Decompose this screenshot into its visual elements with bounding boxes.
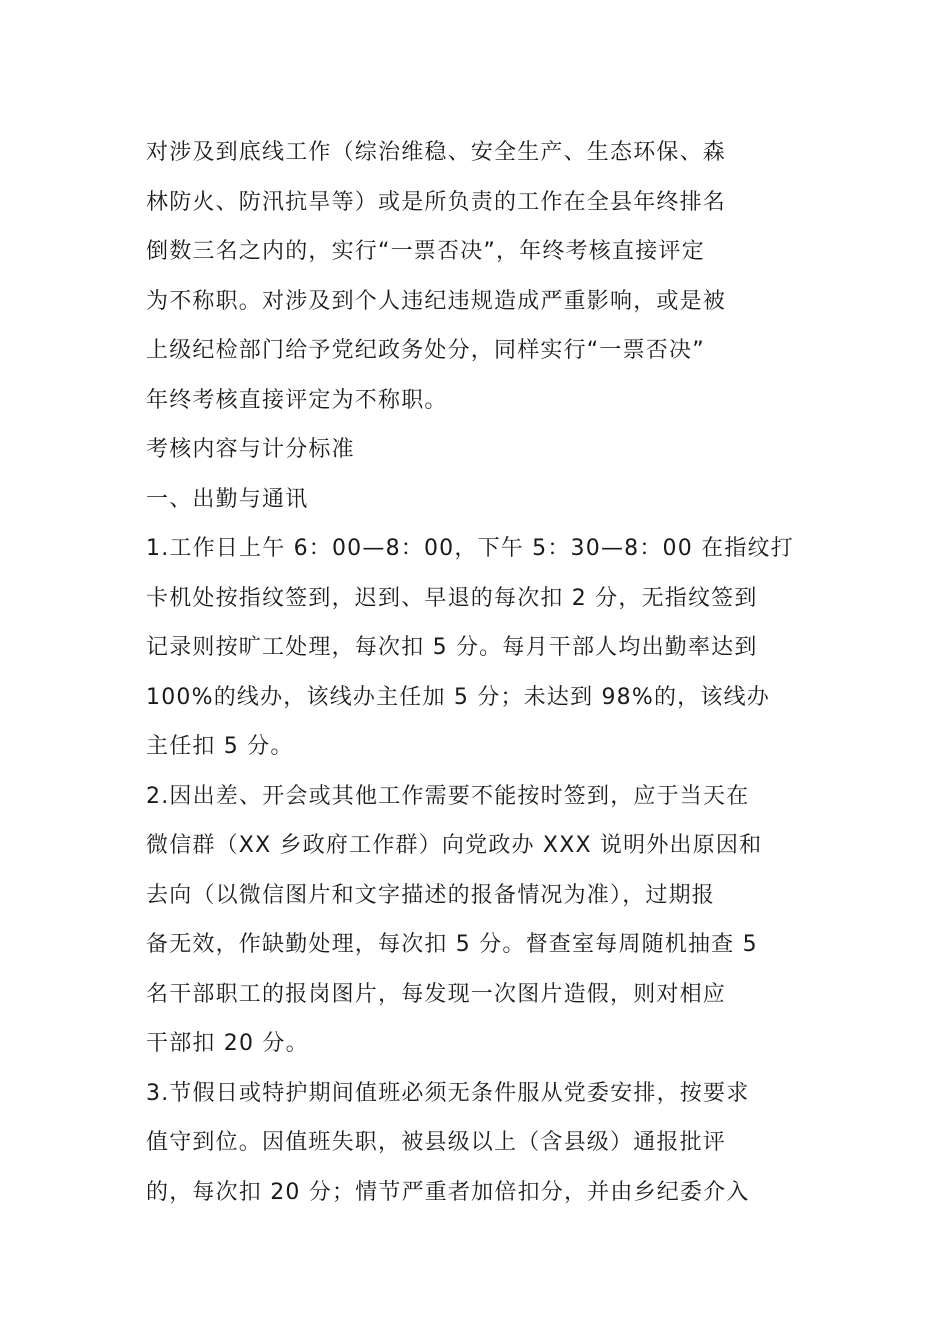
paragraph-line: 上级纪检部门给予党纪政务处分，同样实行“一票否决” (146, 338, 705, 363)
paragraph-line: 名干部职工的报岗图片，每发现一次图片造假，则对相应 (146, 981, 727, 1007)
paragraph-line: 的，每次扣 20 分；情节严重者加倍扣分，并由乡纪委介入 (146, 1179, 750, 1205)
paragraph-line: 2.因出差、开会或其他工作需要不能按时签到，应于当天在 (146, 783, 750, 809)
section-heading: 考核内容与计分标准 (146, 437, 355, 462)
paragraph-line: 干部扣 20 分。 (146, 1031, 309, 1056)
paragraph-line: 3.节假日或特护期间值班必须无条件服从党委安排，按要求 (146, 1080, 750, 1106)
paragraph-line: 林防火、防汛抗旱等）或是所负责的工作在全县年终排名 (146, 189, 727, 215)
paragraph-line: 对涉及到底线工作（综治维稳、安全生产、生态环保、森 (146, 140, 727, 165)
paragraph-line: 主任扣 5 分。 (146, 734, 294, 759)
paragraph-line: 备无效，作缺勤处理，每次扣 5 分。督查室每周随机抽查 5 (146, 932, 758, 957)
paragraph-line: 记录则按旷工处理，每次扣 5 分。每月干部人均出勤率达到 (146, 635, 758, 660)
subsection-heading: 一、出勤与通讯 (146, 486, 309, 512)
paragraph-line: 微信群（XX 乡政府工作群）向党政办 XXX 说明外出原因和 (146, 833, 763, 858)
paragraph-line: 去向（以微信图片和文字描述的报备情况为准），过期报 (146, 882, 716, 908)
paragraph-line: 1.工作日上午 6：00—8：00，下午 5：30—8：00 在指纹打 (146, 536, 794, 561)
paragraph-line: 年终考核直接评定为不称职。 (146, 387, 448, 413)
paragraph-line: 值守到位。因值班失职，被县级以上（含县级）通报批评 (146, 1130, 727, 1155)
paragraph-line: 为不称职。对涉及到个人违纪违规造成严重影响，或是被 (146, 288, 727, 314)
paragraph-line: 倒数三名之内的，实行“一票否决”，年终考核直接评定 (146, 239, 705, 264)
document-body (146, 128, 806, 1217)
paragraph-line: 100%的线办，该线办主任加 5 分；未达到 98%的，该线办 (146, 684, 770, 710)
paragraph-line: 卡机处按指纹签到，迟到、早退的每次扣 2 分，无指纹签到 (146, 585, 758, 611)
